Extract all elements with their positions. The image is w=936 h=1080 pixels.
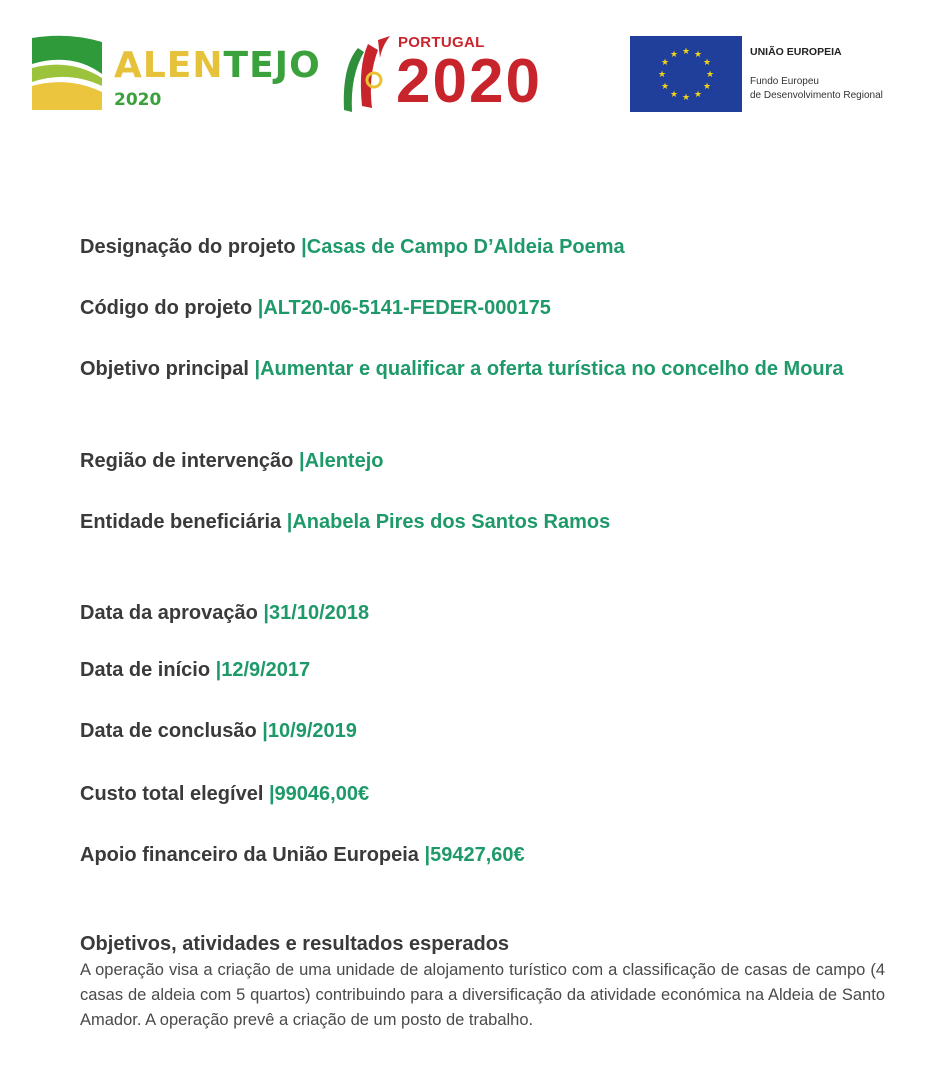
svg-text:★: ★ (702, 82, 712, 92)
eu-title: UNIÃO EUROPEIA (750, 46, 842, 58)
field-separator: | (424, 844, 431, 866)
eu-fund-line-2: de Desenvolvimento Regional (750, 90, 883, 101)
field-value: 12/9/2017 (221, 659, 311, 681)
eu-feder-logo (630, 36, 920, 112)
field-project-code (80, 293, 880, 323)
logo-header (0, 0, 936, 130)
portugal-label: PORTUGAL (398, 34, 485, 51)
alentejo-2020-logo (32, 34, 321, 114)
field-value: Aumentar e qualificar a oferta turística no concelho de Moura (260, 358, 844, 380)
objectives-title: Objetivos, atividades e resultados esperados (80, 933, 510, 955)
portugal-2020-logo-mark (338, 36, 394, 114)
field-separator: | (298, 450, 305, 472)
field-label: Data de conclusão (80, 720, 257, 742)
svg-text:★: ★ (681, 93, 691, 103)
alentejo-year: 2020 (114, 90, 162, 110)
svg-text:★: ★ (660, 82, 670, 92)
field-separator: | (263, 602, 270, 624)
portugal-2020-logo (338, 34, 588, 116)
field-separator: | (286, 511, 293, 533)
field-separator: | (268, 783, 275, 805)
field-approval-date (80, 598, 880, 628)
field-project-designation (80, 232, 880, 262)
field-value: Casas de Campo D’Aldeia Poema (306, 236, 625, 258)
svg-text:★: ★ (705, 70, 715, 80)
objectives-text: A operação visa a criação de uma unidade de alojamento turístico com a classificação de casas de campo (4 casas de aldeia com 5 quartos) contribuindo para a diversificação da atividade económica na Aldeia de Santo Amador. A operação prevê a criação de um posto de trabalho. (80, 961, 885, 1029)
field-completion-date (80, 716, 880, 746)
svg-text:★: ★ (657, 70, 667, 80)
field-start-date (80, 655, 880, 685)
field-separator: | (254, 358, 261, 380)
svg-text:★: ★ (660, 58, 670, 68)
field-label: Data de início (80, 659, 211, 681)
field-separator: | (262, 720, 268, 742)
alentejo-wordmark: ALENTEJO (114, 45, 321, 86)
svg-text:★: ★ (693, 50, 703, 60)
field-eligible-cost (80, 779, 880, 809)
svg-text:★: ★ (681, 47, 691, 57)
field-separator: | (301, 236, 307, 258)
field-value: 31/10/2018 (269, 602, 370, 624)
eu-flag-icon (630, 36, 742, 112)
alentejo-logo-mark (32, 34, 104, 112)
field-separator: | (215, 659, 222, 681)
field-label: Objetivo principal (80, 358, 249, 380)
svg-text:★: ★ (693, 90, 703, 100)
svg-text:★: ★ (669, 50, 679, 60)
field-label: Designação do projeto (80, 236, 296, 258)
svg-text:★: ★ (669, 90, 679, 100)
svg-text:★: ★ (702, 58, 712, 68)
field-value: 59427,60€ (430, 844, 525, 866)
field-label: Código do projeto (80, 297, 253, 319)
field-separator: | (257, 297, 264, 319)
objectives-section (80, 930, 885, 1033)
field-value: 99046,00€ (274, 783, 370, 805)
field-beneficiary (80, 507, 880, 537)
field-eu-financial-support (80, 840, 880, 870)
field-value: 10/9/2019 (267, 720, 357, 742)
field-value: Anabela Pires dos Santos Ramos (292, 511, 611, 533)
field-label: Entidade beneficiária (80, 511, 282, 533)
field-label: Região de intervenção (80, 450, 294, 472)
field-value: ALT20-06-5141-FEDER-000175 (263, 297, 551, 319)
field-main-objective (80, 354, 880, 384)
field-intervention-region (80, 446, 880, 476)
eu-fund-line-1: Fundo Europeu (750, 76, 819, 87)
field-label: Data da aprovação (80, 602, 258, 624)
field-label: Apoio financeiro da União Europeia (80, 844, 419, 866)
field-value: Alentejo (304, 450, 384, 472)
field-label: Custo total elegível (80, 783, 264, 805)
portugal-2020-year: 2020 (396, 47, 542, 116)
